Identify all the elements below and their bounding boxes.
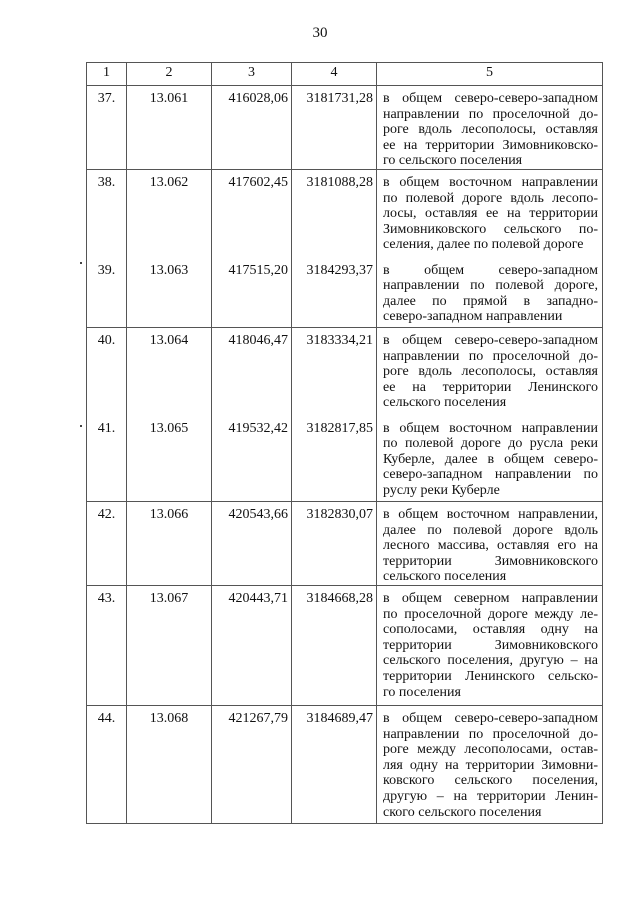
row-number: 39. bbox=[87, 258, 127, 328]
coordinate-y: 3184689,47 bbox=[292, 705, 377, 823]
description-line: лосы, оставляя ее на территории bbox=[383, 206, 598, 222]
description-line: по полевой дороге до русла реки bbox=[383, 436, 598, 452]
description-line: в общем восточном направлении, bbox=[383, 507, 598, 522]
coordinate-y: 3184293,37 bbox=[292, 258, 377, 328]
description-line: по проселочной дороге между ле- bbox=[383, 606, 598, 622]
description-line: селения, далее по полевой дороге bbox=[383, 237, 584, 253]
description-line: направлении по проселочной до- bbox=[383, 726, 598, 742]
table-row bbox=[87, 86, 603, 170]
description-line: сополосами, оставляя одну на bbox=[383, 622, 598, 638]
description-line: роге вдоль лесополосы, оставляя bbox=[383, 364, 598, 380]
page-number: 30 bbox=[312, 25, 328, 41]
row-number: 41. bbox=[87, 416, 127, 502]
row-number: 44. bbox=[87, 705, 127, 823]
coordinate-y: 3181088,28 bbox=[292, 170, 377, 258]
row-number: 40. bbox=[87, 328, 127, 416]
boundary-description bbox=[377, 86, 603, 170]
boundary-description bbox=[377, 258, 603, 328]
point-id: 13.065 bbox=[127, 416, 212, 502]
coordinate-x: 417602,45 bbox=[212, 170, 292, 258]
coordinate-x: 416028,06 bbox=[212, 86, 292, 170]
coordinate-x: 418046,47 bbox=[212, 328, 292, 416]
table-row bbox=[87, 170, 603, 258]
boundary-description bbox=[377, 170, 603, 258]
point-id: 13.064 bbox=[127, 328, 212, 416]
description-line: ковского сельского поселения, bbox=[383, 773, 598, 789]
table-row bbox=[87, 416, 603, 502]
table-row bbox=[87, 328, 603, 416]
row-number: 37. bbox=[87, 86, 127, 170]
description-line: Куберле, далее в общем северо- bbox=[383, 451, 598, 467]
description-line: роге между лесополосами, остав- bbox=[383, 742, 598, 758]
description-line: по полевой дороге вдоль лесопо- bbox=[383, 190, 598, 206]
description-line: го поселения bbox=[383, 684, 461, 700]
coordinate-y: 3183334,21 bbox=[292, 328, 377, 416]
description-line: лесного массива, оставляя его на bbox=[383, 538, 598, 554]
description-line: территории Зимовниковского bbox=[383, 553, 598, 569]
margin-mark bbox=[80, 425, 82, 427]
description-line: Зимовниковского сельского по- bbox=[383, 221, 598, 237]
description-line: в общем северо-северо-западном bbox=[383, 91, 598, 106]
coordinate-y: 3182830,07 bbox=[292, 502, 377, 586]
boundary-description bbox=[377, 502, 603, 586]
table-header-row bbox=[87, 63, 603, 86]
header-col-3: 3 bbox=[212, 63, 292, 86]
point-id: 13.068 bbox=[127, 705, 212, 823]
coordinate-x: 417515,20 bbox=[212, 258, 292, 328]
boundary-description bbox=[377, 416, 603, 502]
description-line: руслу реки Куберле bbox=[383, 482, 500, 498]
description-line: северо-западном направлении по bbox=[383, 467, 598, 483]
header-col-5: 5 bbox=[377, 63, 603, 86]
description-line: далее по полевой дороге вдоль bbox=[383, 522, 598, 538]
header-col-1: 1 bbox=[87, 63, 127, 86]
description-line: роге вдоль лесополосы, оставляя bbox=[383, 122, 598, 138]
coordinate-y: 3184668,28 bbox=[292, 585, 377, 705]
row-number: 38. bbox=[87, 170, 127, 258]
coordinate-x: 419532,42 bbox=[212, 416, 292, 502]
table-row bbox=[87, 502, 603, 586]
row-number: 42. bbox=[87, 502, 127, 586]
description-line: в общем восточном направлении bbox=[383, 175, 598, 190]
description-line: в общем северо-северо-западном bbox=[383, 710, 598, 726]
description-line: далее по прямой в западно- bbox=[383, 293, 598, 309]
header-col-2: 2 bbox=[127, 63, 212, 86]
description-line: ее на территории Ленинского bbox=[383, 379, 598, 395]
table-row bbox=[87, 705, 603, 823]
boundary-description bbox=[377, 328, 603, 416]
description-line: в общем северо-северо-западном bbox=[383, 333, 598, 348]
coordinate-y: 3182817,85 bbox=[292, 416, 377, 502]
description-line: территории Зимовниковского bbox=[383, 637, 598, 653]
description-line: сельского поселения bbox=[383, 395, 507, 411]
table-body bbox=[87, 86, 603, 824]
boundary-description bbox=[377, 585, 603, 705]
coordinate-x: 420543,66 bbox=[212, 502, 292, 586]
description-line: сельского поселения, другую – на bbox=[383, 653, 598, 669]
description-line: в общем восточном направлении bbox=[383, 420, 598, 436]
table-row bbox=[87, 585, 603, 705]
header-col-4: 4 bbox=[292, 63, 377, 86]
description-line: ее на территории Зимовниковско- bbox=[383, 137, 598, 153]
point-id: 13.061 bbox=[127, 86, 212, 170]
point-id: 13.062 bbox=[127, 170, 212, 258]
description-line: ляя одну на территории Зимовни- bbox=[383, 757, 598, 773]
description-line: в общем северном направлении bbox=[383, 590, 598, 606]
description-line: го сельского поселения bbox=[383, 153, 523, 169]
description-line: сельского поселения bbox=[383, 569, 507, 585]
point-id: 13.067 bbox=[127, 585, 212, 705]
description-line: направлении по проселочной до- bbox=[383, 348, 598, 364]
description-line: территории Ленинского сельско- bbox=[383, 668, 598, 684]
description-line: другую – на территории Ленин- bbox=[383, 788, 598, 804]
margin-mark bbox=[80, 262, 82, 264]
coordinate-y: 3181731,28 bbox=[292, 86, 377, 170]
coordinate-x: 421267,79 bbox=[212, 705, 292, 823]
coordinate-x: 420443,71 bbox=[212, 585, 292, 705]
coordinates-table bbox=[86, 62, 603, 824]
description-line: направлении по полевой дороге, bbox=[383, 278, 598, 294]
row-number: 43. bbox=[87, 585, 127, 705]
table-row bbox=[87, 258, 603, 328]
description-line: северо-западном направлении bbox=[383, 309, 563, 325]
description-line: направлении по проселочной до- bbox=[383, 106, 598, 122]
point-id: 13.066 bbox=[127, 502, 212, 586]
description-line: в общем северо-западном bbox=[383, 262, 598, 278]
boundary-description bbox=[377, 705, 603, 823]
point-id: 13.063 bbox=[127, 258, 212, 328]
description-line: ского сельского поселения bbox=[383, 804, 542, 820]
